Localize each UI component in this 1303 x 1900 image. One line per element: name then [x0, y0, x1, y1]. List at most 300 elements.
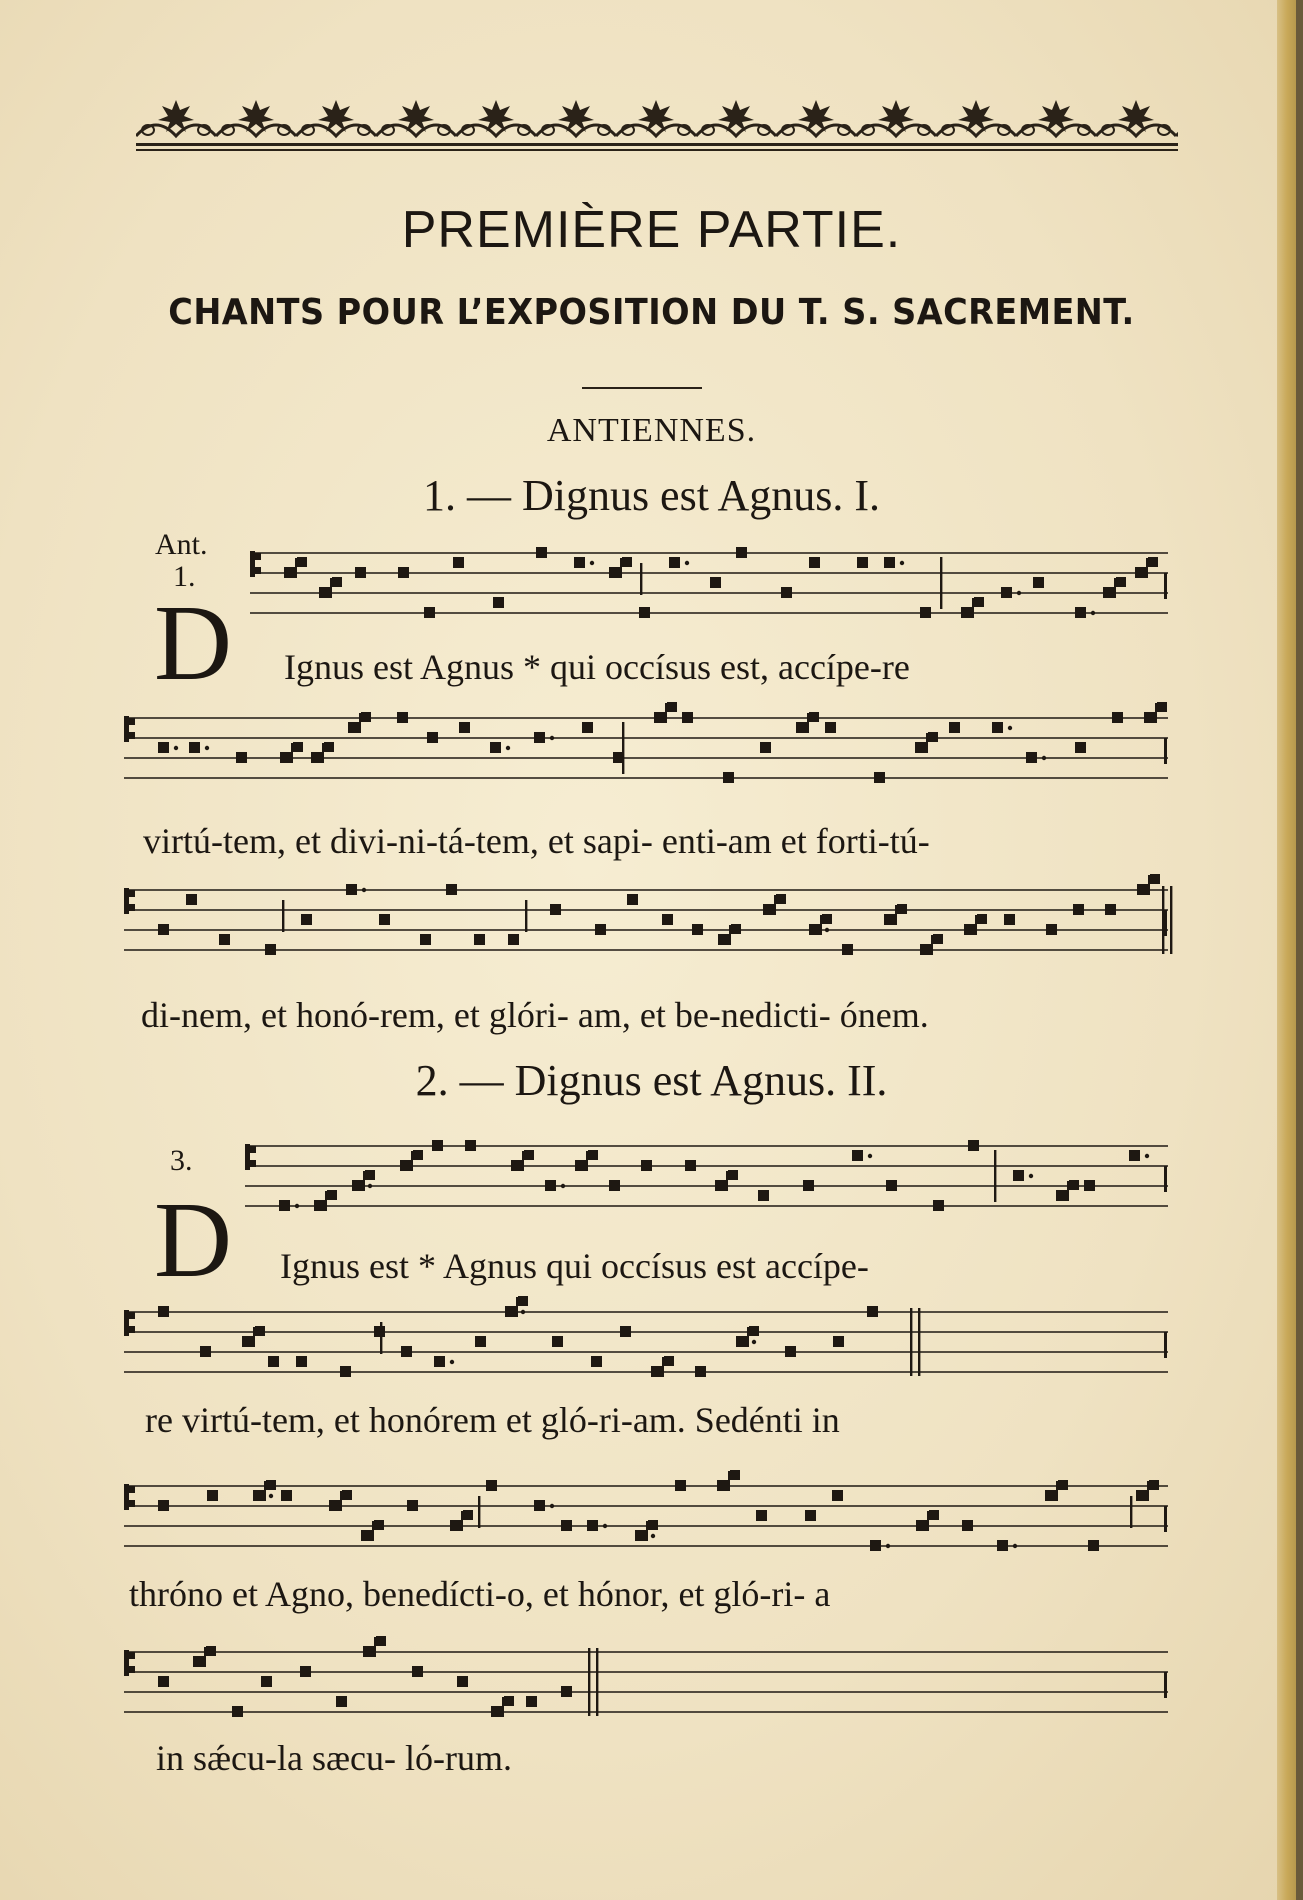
neume-stem — [522, 1151, 524, 1171]
neume — [832, 1490, 843, 1501]
neume — [1069, 1180, 1079, 1190]
neume — [253, 1490, 264, 1501]
neume — [457, 1676, 468, 1687]
neume — [374, 1326, 385, 1337]
neume — [266, 1480, 276, 1490]
neume-stem — [646, 1521, 648, 1541]
neume — [1075, 607, 1086, 618]
neume-dot — [550, 736, 554, 740]
bar-line — [994, 1150, 996, 1202]
neume — [363, 1646, 374, 1657]
neume — [374, 1520, 384, 1530]
neume-stem — [931, 935, 933, 955]
bar-line — [622, 722, 624, 774]
neume — [756, 1510, 767, 1521]
chant-1-initial: D — [154, 584, 232, 703]
neume — [561, 1686, 572, 1697]
neume — [1056, 1190, 1067, 1201]
neume — [710, 577, 721, 588]
neume-dot — [362, 888, 366, 892]
neume — [508, 934, 519, 945]
neume — [336, 1696, 347, 1707]
neume — [300, 1666, 311, 1677]
double-bar-line — [1162, 886, 1164, 954]
neume — [236, 752, 247, 763]
neume — [1129, 1150, 1140, 1161]
part-title: PREMIÈRE PARTIE. — [401, 201, 902, 259]
neume — [545, 1180, 556, 1191]
neume — [776, 894, 786, 904]
neume — [635, 1530, 646, 1541]
neume — [715, 1180, 726, 1191]
neume — [207, 1490, 218, 1501]
neume-dot — [886, 1544, 890, 1548]
neume — [561, 1520, 572, 1531]
neume-dot — [295, 1204, 299, 1208]
neume-stem — [411, 1151, 413, 1171]
neume — [319, 587, 330, 598]
neume — [534, 732, 545, 743]
neume — [968, 1140, 979, 1151]
neume — [342, 1490, 352, 1500]
neume — [803, 1180, 814, 1191]
neume — [186, 894, 197, 905]
staff-end-mark — [1164, 1332, 1167, 1358]
neume — [376, 1636, 386, 1646]
neume — [587, 1520, 598, 1531]
neume — [365, 1170, 375, 1180]
neume — [1137, 884, 1148, 895]
neume-dot — [521, 1310, 525, 1314]
neume — [420, 934, 431, 945]
neume — [424, 607, 435, 618]
neume — [329, 1500, 340, 1511]
neume — [284, 567, 295, 578]
neume-dot — [506, 746, 510, 750]
neume — [763, 904, 774, 915]
neume — [412, 1666, 423, 1677]
neume — [434, 1356, 445, 1367]
neume-stem — [665, 703, 667, 723]
neume — [279, 1200, 290, 1211]
neume — [200, 1346, 211, 1357]
neume — [933, 1200, 944, 1211]
neume — [311, 752, 322, 763]
neume — [928, 732, 938, 742]
neume — [669, 557, 680, 568]
neume — [997, 1540, 1008, 1551]
neume — [874, 772, 885, 783]
double-bar-line — [1170, 886, 1172, 954]
neume-stem — [895, 905, 897, 925]
neume-stem — [330, 578, 332, 598]
neume — [255, 1326, 265, 1336]
neume — [293, 742, 303, 752]
neume — [692, 924, 703, 935]
neume — [1136, 1490, 1147, 1501]
antiennes-heading: ANTIENNES. — [546, 412, 757, 449]
neume — [413, 1150, 423, 1160]
double-bar-line — [588, 1648, 590, 1716]
bar-line — [640, 563, 642, 595]
neume — [280, 752, 291, 763]
neume-stem — [204, 1647, 206, 1667]
neume-dot — [450, 1360, 454, 1364]
neume-dot — [1042, 756, 1046, 760]
clef-mark — [124, 1310, 135, 1336]
neume — [1088, 1540, 1099, 1551]
neume — [758, 1190, 769, 1201]
neume — [1112, 712, 1123, 723]
neume — [314, 1200, 325, 1211]
neume-dot — [1017, 591, 1021, 595]
neume — [1004, 914, 1015, 925]
neume-dot — [1013, 1544, 1017, 1548]
neume — [340, 1366, 351, 1377]
neume — [536, 547, 547, 558]
neume — [870, 1540, 881, 1551]
section-subtitle: CHANTS POUR L’EXPOSITION DU T. S. SACREMENT. — [168, 292, 1135, 333]
neume — [667, 702, 677, 712]
neume — [332, 577, 342, 587]
neume — [718, 934, 729, 945]
neume — [897, 904, 907, 914]
neume — [261, 1676, 272, 1687]
neume — [534, 1500, 545, 1511]
neume — [474, 934, 485, 945]
neume — [453, 557, 464, 568]
neume-stem — [1155, 703, 1157, 723]
neume — [992, 722, 1003, 733]
neume-stem — [662, 1357, 664, 1377]
ant-label: Ant. — [155, 528, 208, 561]
chant-1-number: 1. — [173, 560, 196, 593]
neume — [1157, 702, 1167, 712]
neume — [695, 1366, 706, 1377]
neume-stem — [975, 915, 977, 935]
double-bar-line — [918, 1308, 920, 1376]
chant-2-title: 2. — Dignus est Agnus. II. — [415, 1056, 888, 1105]
neume — [401, 1346, 412, 1357]
clef-mark — [250, 551, 261, 577]
neume — [1013, 1170, 1024, 1181]
neume — [822, 914, 832, 924]
neume-dot — [868, 1154, 872, 1158]
bar-line — [478, 1496, 480, 1528]
chant-1-lyric-line-1: Ignus est Agnus * qui occísus est, accípe-re — [284, 647, 910, 687]
neume-stem — [264, 1481, 266, 1501]
neume-stem — [820, 915, 822, 935]
neume-stem — [325, 1191, 327, 1211]
neume-stem — [516, 1297, 518, 1317]
neume-stem — [1148, 875, 1150, 895]
bar-line — [1130, 1496, 1132, 1528]
neume-stem — [728, 1471, 730, 1491]
neume-stem — [1147, 1481, 1149, 1501]
neume — [575, 1160, 586, 1171]
neume-stem — [461, 1511, 463, 1531]
neume — [1058, 1480, 1068, 1490]
neume — [297, 557, 307, 567]
neume-dot — [550, 1504, 554, 1508]
neume — [1150, 874, 1160, 884]
neume — [432, 1140, 443, 1151]
neume — [781, 587, 792, 598]
neume — [664, 1356, 674, 1366]
chant-1-lyric-line-2: virtú-tem, et divi-ni-tá-tem, et sapi- enti-am et forti-tú- — [143, 821, 930, 861]
neume — [1103, 587, 1114, 598]
neume — [1033, 577, 1044, 588]
neume — [346, 884, 357, 895]
neume — [206, 1646, 216, 1656]
neume — [1046, 924, 1057, 935]
neume — [427, 732, 438, 743]
neume-stem — [972, 598, 974, 618]
neume — [662, 914, 673, 925]
neume — [929, 1510, 939, 1520]
double-bar-line — [910, 1308, 912, 1376]
neume — [915, 742, 926, 753]
neume — [852, 1150, 863, 1161]
chant-1-title: 1. — Dignus est Agnus. I. — [422, 471, 881, 520]
neume-stem — [322, 743, 324, 763]
neume-stem — [363, 1171, 365, 1191]
neume — [867, 1306, 878, 1317]
neume — [641, 1160, 652, 1171]
neume-stem — [1146, 558, 1148, 578]
neume — [884, 557, 895, 568]
neume-stem — [729, 925, 731, 945]
neume — [977, 914, 987, 924]
neume — [654, 712, 665, 723]
neume — [327, 1190, 337, 1200]
neume — [352, 1180, 363, 1191]
neume — [825, 722, 836, 733]
neume — [760, 742, 771, 753]
neume — [1075, 742, 1086, 753]
neume — [833, 1336, 844, 1347]
neume — [493, 597, 504, 608]
neume — [504, 1696, 514, 1706]
neume-stem — [295, 558, 297, 578]
chant-2-lyric-line-3: thróno et Agno, benedícti-o, et hónor, et gló-ri- a — [129, 1574, 831, 1614]
neume-dot — [1145, 1154, 1149, 1158]
neume — [491, 1706, 502, 1717]
neume — [219, 934, 230, 945]
neume — [749, 1326, 759, 1336]
neume — [486, 1480, 497, 1491]
neume — [588, 1150, 598, 1160]
neume — [916, 1520, 927, 1531]
neume-dot — [561, 1184, 565, 1188]
neume — [407, 1500, 418, 1511]
neume-stem — [586, 1151, 588, 1171]
chant-2-number: 3. — [170, 1144, 193, 1177]
neume — [1148, 557, 1158, 567]
neume — [446, 884, 457, 895]
neume — [550, 904, 561, 915]
neume — [1045, 1490, 1056, 1501]
neume-dot — [752, 1340, 756, 1344]
bar-line — [282, 900, 284, 932]
neume — [639, 607, 650, 618]
neume — [361, 712, 371, 722]
neume — [355, 567, 366, 578]
neume — [842, 944, 853, 955]
neume — [1073, 904, 1084, 915]
neume — [459, 722, 470, 733]
neume-dot — [1029, 1174, 1033, 1178]
clef-mark — [245, 1144, 256, 1170]
neume — [595, 924, 606, 935]
neume — [785, 1346, 796, 1357]
neume — [450, 1520, 461, 1531]
neume — [582, 722, 593, 733]
neume — [682, 712, 693, 723]
neume — [962, 1520, 973, 1531]
neume-stem — [774, 895, 776, 915]
neume — [1026, 752, 1037, 763]
neume — [1084, 1180, 1095, 1191]
neume — [242, 1336, 253, 1347]
neume — [961, 607, 972, 618]
neume — [675, 1480, 686, 1491]
neume-stem — [372, 1521, 374, 1541]
neume-stem — [374, 1637, 376, 1657]
neume — [1116, 577, 1126, 587]
neume-dot — [900, 561, 904, 565]
neume — [809, 924, 820, 935]
staff-end-mark — [1164, 1506, 1167, 1532]
chant-2-lyric-line-1: Ignus est * Agnus qui occísus est accípe- — [280, 1246, 869, 1286]
neume-dot — [651, 1534, 655, 1538]
neume — [296, 1356, 307, 1367]
staff-end-mark — [1164, 1672, 1167, 1698]
neume-stem — [747, 1327, 749, 1347]
neume — [974, 597, 984, 607]
neume-stem — [620, 558, 622, 578]
neume-stem — [253, 1327, 255, 1347]
neume — [397, 712, 408, 723]
neume — [158, 742, 169, 753]
neume-dot — [368, 1184, 372, 1188]
neume — [920, 944, 931, 955]
neume — [723, 772, 734, 783]
clef-mark — [124, 1484, 135, 1510]
neume — [1001, 587, 1012, 598]
neume — [949, 722, 960, 733]
neume — [884, 914, 895, 925]
neume-dot — [1091, 611, 1095, 615]
neume — [620, 1326, 631, 1337]
neume-stem — [1067, 1181, 1069, 1201]
neume — [398, 567, 409, 578]
neume-stem — [926, 733, 928, 753]
neume-stem — [359, 713, 361, 733]
neume — [920, 607, 931, 618]
neume-dot — [825, 928, 829, 932]
neume — [857, 557, 868, 568]
neume-dot — [205, 746, 209, 750]
neume — [158, 924, 169, 935]
chant-1-lyric-line-3: di-nem, et honó-rem, et glóri- am, et be-nedicti- ónem. — [141, 995, 929, 1035]
neume — [886, 1180, 897, 1191]
neume — [265, 944, 276, 955]
bar-line — [525, 900, 527, 932]
staff-end-mark — [1164, 910, 1167, 936]
neume — [736, 547, 747, 558]
neume — [627, 894, 638, 905]
neume — [1105, 904, 1116, 915]
neume-dot — [269, 1494, 273, 1498]
neume-stem — [1056, 1481, 1058, 1501]
chant-2-lyric-line-2: re virtú-tem, et honórem et gló-ri-am. Sedénti in — [145, 1400, 840, 1440]
neume — [526, 1696, 537, 1707]
staff-end-mark — [1164, 573, 1167, 599]
neume-stem — [502, 1697, 504, 1717]
neume-dot — [603, 1524, 607, 1528]
neume — [552, 1336, 563, 1347]
neume — [158, 1676, 169, 1687]
neume — [189, 742, 200, 753]
neume — [809, 557, 820, 568]
chant-2-initial: D — [154, 1181, 232, 1300]
neume — [158, 1306, 169, 1317]
neume-dot — [174, 746, 178, 750]
neume — [158, 1500, 169, 1511]
neume — [591, 1356, 602, 1367]
neume — [609, 1180, 620, 1191]
neume-stem — [1114, 578, 1116, 598]
neume — [475, 1336, 486, 1347]
neume — [1144, 712, 1155, 723]
neume — [648, 1520, 658, 1530]
neume — [465, 1140, 476, 1151]
neume — [685, 1160, 696, 1171]
bar-line — [940, 557, 942, 609]
neume — [361, 1530, 372, 1541]
staff-end-mark — [1164, 1166, 1167, 1192]
neume — [728, 1170, 738, 1180]
neume-stem — [927, 1511, 929, 1531]
chant-2-lyric-line-4: in sǽcu-la sæcu- ló-rum. — [156, 1738, 512, 1778]
neume — [717, 1480, 728, 1491]
neume — [193, 1656, 204, 1667]
neume — [348, 722, 359, 733]
neume-dot — [590, 561, 594, 565]
clef-mark — [124, 888, 135, 914]
neume — [232, 1706, 243, 1717]
neume — [524, 1150, 534, 1160]
neume — [574, 557, 585, 568]
neume — [268, 1356, 279, 1367]
neume — [609, 567, 620, 578]
neume — [796, 722, 807, 733]
neume-stem — [807, 713, 809, 733]
staff-end-mark — [1164, 738, 1167, 764]
neume — [1135, 567, 1146, 578]
neume — [324, 742, 334, 752]
neume — [1149, 1480, 1159, 1490]
neume — [809, 712, 819, 722]
neume — [730, 1470, 740, 1480]
neume — [964, 924, 975, 935]
neume — [518, 1296, 528, 1306]
neume — [511, 1160, 522, 1171]
clef-mark — [124, 716, 135, 742]
neume — [805, 1510, 816, 1521]
neume — [933, 934, 943, 944]
